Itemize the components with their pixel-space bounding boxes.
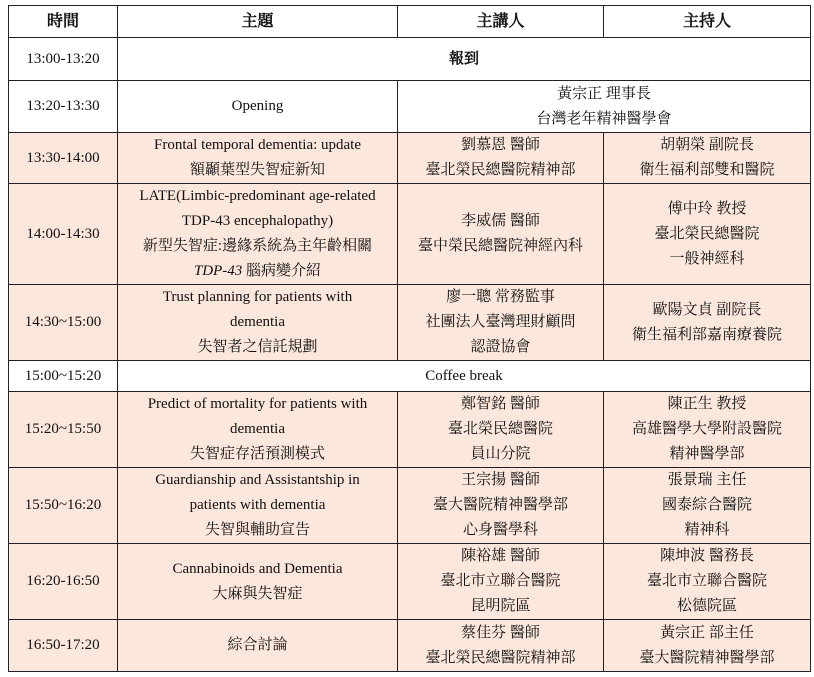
moderator-line: 一般神經科 <box>669 250 745 267</box>
speaker-line: 臺大醫院精神醫學部 <box>432 497 568 513</box>
topic-line: Cannabinoids and Dementia <box>172 560 343 577</box>
topic-cell <box>118 468 398 544</box>
topic-line: 額顳葉型失智症新知 <box>189 162 325 178</box>
topic-cell: 綜合討論 <box>118 620 398 672</box>
topic-cell <box>118 285 398 361</box>
speaker-line: 臺中榮民總醫院神經內科 <box>417 238 583 254</box>
topic-line: 新型失智症:邊緣系統為主年齡相關 <box>142 238 373 254</box>
header-topic: 主題 <box>118 6 398 38</box>
table-row <box>9 184 811 285</box>
topic-cell <box>118 184 398 285</box>
moderator-cell <box>604 392 811 468</box>
topic-line: LATE(Limbic-predominant age-related <box>139 188 376 204</box>
table-row <box>9 544 811 620</box>
moderator-line: 臺北榮民總醫院 <box>654 225 760 242</box>
topic-line <box>122 259 393 284</box>
time-cell: 16:50-17:20 <box>9 620 118 672</box>
moderator-line: 松德院區 <box>676 598 737 614</box>
time-cell: 13:30-14:00 <box>9 133 118 184</box>
header-speaker: 主講人 <box>398 6 604 38</box>
topic-line: patients with dementia <box>189 497 326 513</box>
speaker-cell <box>398 620 604 672</box>
topic-line: 失智症存活預測模式 <box>189 446 325 462</box>
moderator-line: 衛生福利部雙和醫院 <box>639 162 775 178</box>
topic-cell <box>118 133 398 184</box>
moderator-line: 黃宗正 部主任 <box>660 624 754 641</box>
header-row <box>9 6 811 38</box>
table-row <box>9 392 811 468</box>
time-cell: 14:00-14:30 <box>9 184 118 285</box>
topic-line: dementia <box>230 421 285 437</box>
speaker-line: 員山分院 <box>470 446 531 462</box>
topic-line: TDP-43 encephalopathy) <box>181 213 334 229</box>
table-row <box>9 81 811 133</box>
table-row <box>9 468 811 544</box>
moderator-line: 衛生福利部嘉南療養院 <box>631 326 782 343</box>
topic-line: dementia <box>230 314 285 330</box>
speaker-line: 昆明院區 <box>470 598 531 614</box>
header-moderator: 主持人 <box>604 6 811 38</box>
moderator-cell <box>604 184 811 285</box>
speaker-cell <box>398 468 604 544</box>
agenda-table <box>8 5 811 672</box>
topic-line: Guardianship and Assistantship in <box>155 472 360 488</box>
speaker-cell <box>398 184 604 285</box>
coffee-break-cell: Coffee break <box>118 361 811 392</box>
time-cell: 13:20-13:30 <box>9 81 118 133</box>
table-row <box>9 133 811 184</box>
table-row <box>9 361 811 392</box>
topic-line-rest: 腦病變介紹 <box>242 263 322 279</box>
moderator-cell <box>604 285 811 361</box>
speaker-line: 廖一聰 常務監事 <box>446 289 555 305</box>
speaker-line: 臺北榮民總醫院 <box>447 421 553 437</box>
moderator-line: 高雄醫學大學附設醫院 <box>631 421 782 437</box>
speaker-line: 臺北市立聯合醫院 <box>440 573 561 589</box>
speaker-cell <box>398 133 604 184</box>
time-cell: 14:30~15:00 <box>9 285 118 361</box>
speaker-cell <box>398 285 604 361</box>
topic-line: Frontal temporal dementia: update <box>153 137 362 153</box>
speaker-line: 鄭智銘 醫師 <box>461 396 540 412</box>
moderator-cell <box>604 544 811 620</box>
topic-line: Predict of mortality for patients with <box>147 396 368 412</box>
speaker-line: 蔡佳芬 醫師 <box>461 624 540 641</box>
moderator-line: 陳正生 教授 <box>667 396 747 412</box>
moderator-line: 歐陽文貞 副院長 <box>652 301 762 318</box>
header-time: 時間 <box>9 6 118 38</box>
topic-line: 失智與輔助宣告 <box>204 522 310 538</box>
speaker-cell <box>398 544 604 620</box>
moderator-line: 胡朝榮 副院長 <box>660 137 754 153</box>
time-cell: 15:00~15:20 <box>9 361 118 392</box>
moderator-line: 陳坤波 醫務長 <box>660 548 754 564</box>
topic-cell <box>118 392 398 468</box>
speaker-line: 劉慕恩 醫師 <box>461 137 540 153</box>
table-row <box>9 38 811 81</box>
speaker-line: 李威儒 醫師 <box>461 213 540 229</box>
moderator-line: 臺北市立聯合醫院 <box>646 573 767 589</box>
moderator-line: 精神醫學部 <box>669 446 745 462</box>
speaker-line: 陳裕雄 醫師 <box>461 548 540 564</box>
table-row <box>9 620 811 672</box>
speaker-cell <box>398 392 604 468</box>
speaker-line: 社團法人臺灣理財顧問 <box>425 314 576 330</box>
moderator-line: 國泰綜合醫院 <box>661 497 752 513</box>
registration-cell: 報到 <box>118 38 811 81</box>
time-cell: 15:50~16:20 <box>9 468 118 544</box>
speaker-line: 王宗揚 醫師 <box>461 472 540 488</box>
topic-italic-term: TDP-43 <box>193 263 243 279</box>
moderator-line: 臺大醫院精神醫學部 <box>639 649 775 666</box>
time-cell: 13:00-13:20 <box>9 38 118 81</box>
moderator-cell <box>604 468 811 544</box>
moderator-line: 傅中玲 教授 <box>667 200 747 217</box>
topic-cell: Opening <box>118 81 398 133</box>
table-row <box>9 285 811 361</box>
time-cell: 16:20-16:50 <box>9 544 118 620</box>
host-org: 台灣老年精神醫學會 <box>536 110 672 127</box>
speaker-line: 臺北榮民總醫院精神部 <box>425 649 576 666</box>
moderator-cell <box>604 133 811 184</box>
moderator-cell <box>604 620 811 672</box>
moderator-line: 張景瑞 主任 <box>667 472 747 488</box>
topic-line: Trust planning for patients with <box>162 289 353 305</box>
topic-cell <box>118 544 398 620</box>
topic-line: 失智者之信託規劃 <box>197 339 318 355</box>
speaker-line: 臺北榮民總醫院精神部 <box>425 162 576 178</box>
moderator-line: 精神科 <box>684 522 730 538</box>
opening-host-cell <box>398 81 811 133</box>
topic-line: 大麻與失智症 <box>212 585 303 602</box>
host-name: 黃宗正 理事長 <box>557 85 651 102</box>
speaker-line: 認證協會 <box>470 339 531 355</box>
speaker-line: 心身醫學科 <box>462 522 538 538</box>
time-cell: 15:20~15:50 <box>9 392 118 468</box>
